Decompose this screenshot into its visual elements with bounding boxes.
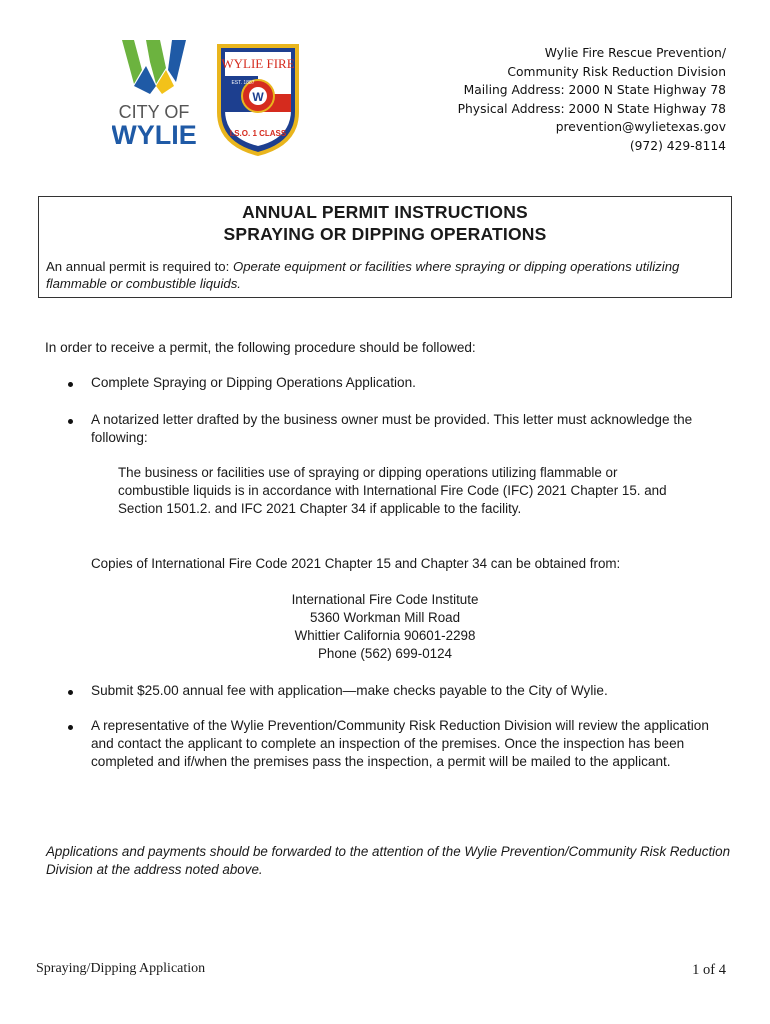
contact-block xyxy=(458,44,726,155)
address-line: International Fire Code Institute xyxy=(291,592,479,607)
svg-text:W: W xyxy=(252,90,264,104)
footer-document-name: Spraying/Dipping Application xyxy=(36,961,206,976)
contact-line: Wylie Fire Rescue Prevention/ xyxy=(544,46,726,60)
procedure-item: Complete Spraying or Dipping Operations Application. xyxy=(91,375,416,390)
wylie-fire-badge-logo xyxy=(213,40,303,158)
city-logo-line1: CITY OF xyxy=(118,102,190,122)
copies-line: Copies of International Fire Code 2021 Chapter 15 and Chapter 34 can be obtained from: xyxy=(91,556,621,571)
procedure-item: A notarized letter drafted by the business owner must be provided. This letter must acknowledge the following: xyxy=(91,412,693,445)
mailing-address: Mailing Address: 2000 N State Highway 78 xyxy=(463,83,726,97)
city-of-wylie-logo xyxy=(112,36,202,156)
physical-address: Physical Address: 2000 N State Highway 78 xyxy=(457,101,726,116)
document-title: ANNUAL PERMIT INSTRUCTIONS xyxy=(242,202,528,222)
letter-acknowledgement-text: The business or facilities use of spraying or dipping operations utilizing flammable or combustible liquids is in accordance with International Fire Code (IFC) 2021 Chapter 15. and Section 1501.2. and IFC 2021 Chapter 34 if applicable to the facility. xyxy=(118,465,667,516)
address-line: Whittier California 90601-2298 xyxy=(294,628,476,643)
permit-intro xyxy=(46,258,731,292)
phone-number: (972) 429-8114 xyxy=(629,138,726,153)
address-line: 5360 Workman Mill Road xyxy=(309,610,461,625)
permit-intro-italic: Operate equipment or facilities where spraying or dipping operations utilizing flammable or combustible liquids. xyxy=(46,259,680,291)
bullet-icon xyxy=(68,720,76,728)
procedure-item: A representative of the Wylie Prevention/Community Risk Reduction Division will review the application and contact the applicant to complete an inspection of the premises. Once the inspection has been completed and if/when the premises pass the inspection, a permit will be mailed to the applicant. xyxy=(91,718,709,769)
bullet-icon xyxy=(68,377,76,385)
bullet-icon xyxy=(68,685,76,693)
email-address[interactable]: prevention@wylietexas.gov xyxy=(555,120,726,134)
city-logo-line2: WYLIE xyxy=(112,120,197,150)
fire-logo-est: EST. 1887 xyxy=(231,80,255,86)
document-subtitle: SPRAYING OR DIPPING OPERATIONS xyxy=(223,224,547,244)
fire-logo-bottom: I.S.O. 1 CLASS xyxy=(229,129,287,138)
bullet-icon xyxy=(68,414,76,422)
contact-line: Community Risk Reduction Division xyxy=(507,64,726,79)
procedure-item: Submit $25.00 annual fee with application—make checks payable to the City of Wylie. xyxy=(91,683,608,698)
address-phone: Phone (562) 699-0124 xyxy=(317,646,452,661)
forwarding-note: Applications and payments should be forwarded to the attention of the Wylie Prevention/Community Risk Reduction Division at the address noted above. xyxy=(46,844,731,877)
page-number: 1 of 4 xyxy=(692,962,726,978)
fire-logo-text: WYLIE FIRE xyxy=(221,56,295,71)
procedure-intro: In order to receive a permit, the following procedure should be followed: xyxy=(45,340,476,355)
title-box xyxy=(38,196,732,298)
permit-intro-prefix: An annual permit is required to: xyxy=(46,259,233,274)
ifc-institute-address xyxy=(260,591,510,663)
